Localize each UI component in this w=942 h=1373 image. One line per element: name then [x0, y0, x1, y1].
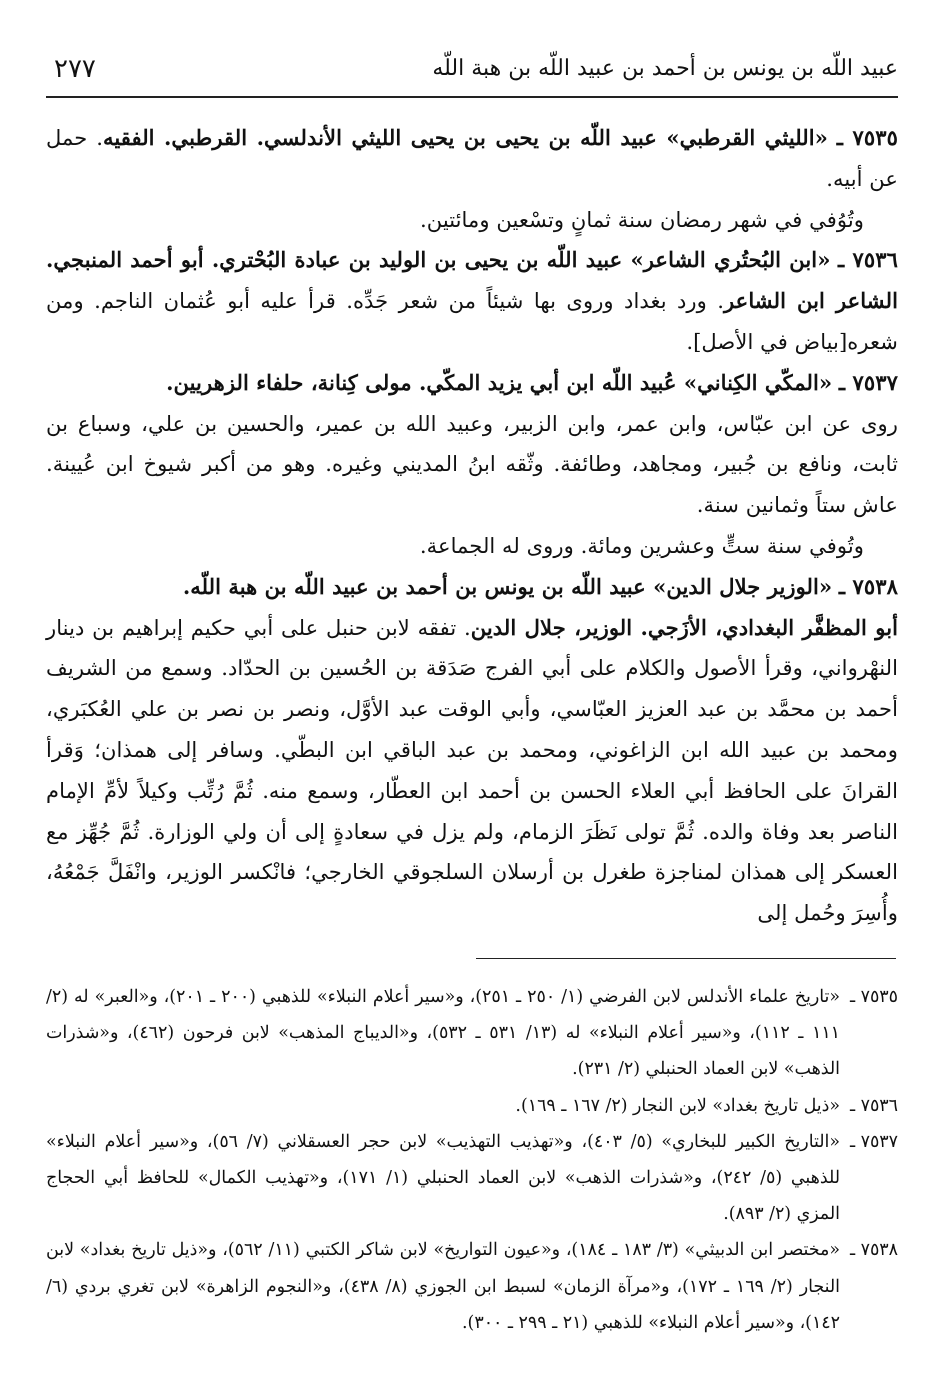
page-number: ٢٧٧: [54, 54, 96, 84]
entry-heading: «الوزير جلال الدين» عبيد اللّه بن يونس بن أحمد بن عبيد اللّه بن هبة اللّه.: [182, 573, 833, 599]
entry-paragraph: وتُوُفي في شهر رمضان سنة ثمانٍ وتسْعين ومائتين.: [420, 206, 864, 232]
entry-number: ٧٥٣٥ ـ: [836, 125, 898, 150]
footnote-7536: [46, 1088, 898, 1124]
footnote-text: «مختصر ابن الدبيثي» (٣/ ١٨٣ ـ ١٨٤)، و«عيون التواريخ» لابن شاكر الكتبي (١١/ ٥٦٢)، و«ذيل تاريخ بغداد» لابن النجار (٢/ ١٦٩ ـ ١٧٢)، و«مرآة الزمان» لسبط ابن الجوزي (٨/ ٤٣٨)، و«النجوم الزاهرة» لابن تغري بردي (٦/ ١٤٢)، و«سير أعلام النبلاء» للذهبي (٢١ ـ ٢٩٩ ـ ٣٠٠).: [46, 1240, 841, 1333]
footnote-divider: [476, 958, 896, 959]
entry-7536: [46, 240, 898, 362]
running-title: عبيد اللّه بن يونس بن أحمد بن عبيد اللّه بن هبة اللّه: [432, 56, 898, 81]
footnote-text: «تاريخ علماء الأندلس لابن الفرضي (١/ ٢٥٠ ـ ٢٥١)، و«سير أعلام النبلاء» للذهبي (٢٠٠ ـ ٢٠١)، و«العبر» له (٢/ ١١١ ـ ١١٢)، و«سير أعلام النبلاء» له (١٣/ ٥٣١ ـ ٥٣٢)، و«الديباج المذهب» لابن فرحون (٤٦٢)، و«شذرات الذهب» لابن العماد الحنبلي (٢/ ٢٣١).: [46, 987, 841, 1080]
footnote-number: ٧٥٣٧ ـ: [850, 1131, 898, 1152]
entry-subheading: أبو المظفَّر البغدادي، الأزَجي. الوزير، جلال الدين: [470, 614, 898, 640]
footnote-7535: [46, 979, 898, 1088]
entry-number: ٧٥٣٨ ـ: [838, 573, 898, 599]
footnote-text: «ذيل تاريخ بغداد» لابن النجار (٢/ ١٦٧ ـ ١٦٩).: [515, 1095, 840, 1116]
footnote-number: ٧٥٣٦ ـ: [850, 1095, 898, 1116]
entry-heading: «المكّي الكِناني» عُبيد اللّه ابن أبي يزيد المكّي. مولى كِنانة، حلفاء الزهريين.: [166, 369, 833, 395]
entry-text: . حمل عن أبيه.: [46, 125, 898, 191]
entry-number: ٧٥٣٧ ـ: [838, 369, 898, 395]
entry-heading: «ابن البُحتُري الشاعر» عبيد اللّه بن يحيى بن الوليد بن عبادة البُحْتري. أبو أحمد المنبجي. الشاعر ابن الشاعر: [46, 247, 898, 314]
entry-7537: [46, 363, 898, 567]
entry-text: . تفقه لابن حنبل على أبي حكيم إبراهيم بن دينار النهْرواني، وقرأ الأصول والكلام على أبي الفرج صَدَقة بن الحُسين بن الحدّاد. وسمع من الشريف أحمد بن محمَّد بن عبد العزيز العبّاسي، وأبي الوقت عبد الأوَّل، ونصر بن نصر بن علي العُكبَري، ومحمد بن عبيد الله ابن الزاغوني، ومحمد بن عبد الباقي ابن البطّي. وسافر إلى همذان؛ وَقرأ القرانَ على الحافظ أبي العلاء الحسن بن أحمد ابن العطّار، وسمع منه. ثُمَّ رُتِّب وكيلاً لأمِّ الإمام الناصر بعد وفاة والده. ثُمَّ تولى نَظَرَ الزمام، ولم يزل في سعادةٍ إلى أن ولي الوزارة. ثُمَّ جُهِّز مع العسكر إلى همذان لمناجزة طغرل بن أرسلان السلجوقي الخارجي؛ فانْكسر الوزير، وانْفَلَّ جَمْعُهُ، وأُسِرَ وحُمل إلى: [46, 614, 898, 926]
entry-7535: [46, 118, 898, 240]
footnote-number: ٧٥٣٨ ـ: [850, 1240, 898, 1261]
footnote-7537: [46, 1124, 898, 1233]
footnote-7538: [46, 1232, 898, 1341]
footnote-number: ٧٥٣٥ ـ: [850, 987, 898, 1007]
footnotes: [46, 979, 898, 1341]
entry-number: ٧٥٣٦ ـ: [838, 247, 898, 273]
entry-paragraph: وتُوفي سنة ستٍّ وعشرين ومائة. وروى له الجماعة.: [419, 532, 864, 558]
entry-paragraph: روى عن ابن عبّاس، وابن عمر، وابن الزبير، وعبيد الله بن عمير، والحسين بن علي، وسباع بن ثابت، ونافع بن جُبير، ومجاهد، وطائفة. وثّقه ابنُ المديني وغيره. وهو من أكبر شيوخ ابن عُيينة. عاش ستاً وثمانين سنة.: [46, 410, 898, 518]
entry-7538: [46, 567, 898, 934]
entry-text: . ورد بغداد وروى بها شيئاً من شعر جَدِّه. قرأ عليه أبو عُثمان الناجم. ومن شعره[بياض في الأصل].: [46, 288, 898, 354]
main-text: [46, 118, 898, 934]
page-header: [46, 52, 898, 98]
entry-heading: «الليثي القرطبي» عبيد اللّه بن يحيى بن يحيى الليثي الأندلسي. القرطبي. الفقيه: [103, 125, 828, 150]
footnote-text: «التاريخ الكبير للبخاري» (٥/ ٤٠٣)، و«تهذيب التهذيب» لابن حجر العسقلاني (٧/ ٥٦)، و«سير أعلام النبلاء» للذهبي (٥/ ٢٤٢)، و«شذرات الذهب» لابن العماد الحنبلي (١/ ١٧١)، و«تهذيب الكمال» للحافظ أبي الحجاج المزي (٢/ ٨٩٣).: [46, 1131, 841, 1225]
